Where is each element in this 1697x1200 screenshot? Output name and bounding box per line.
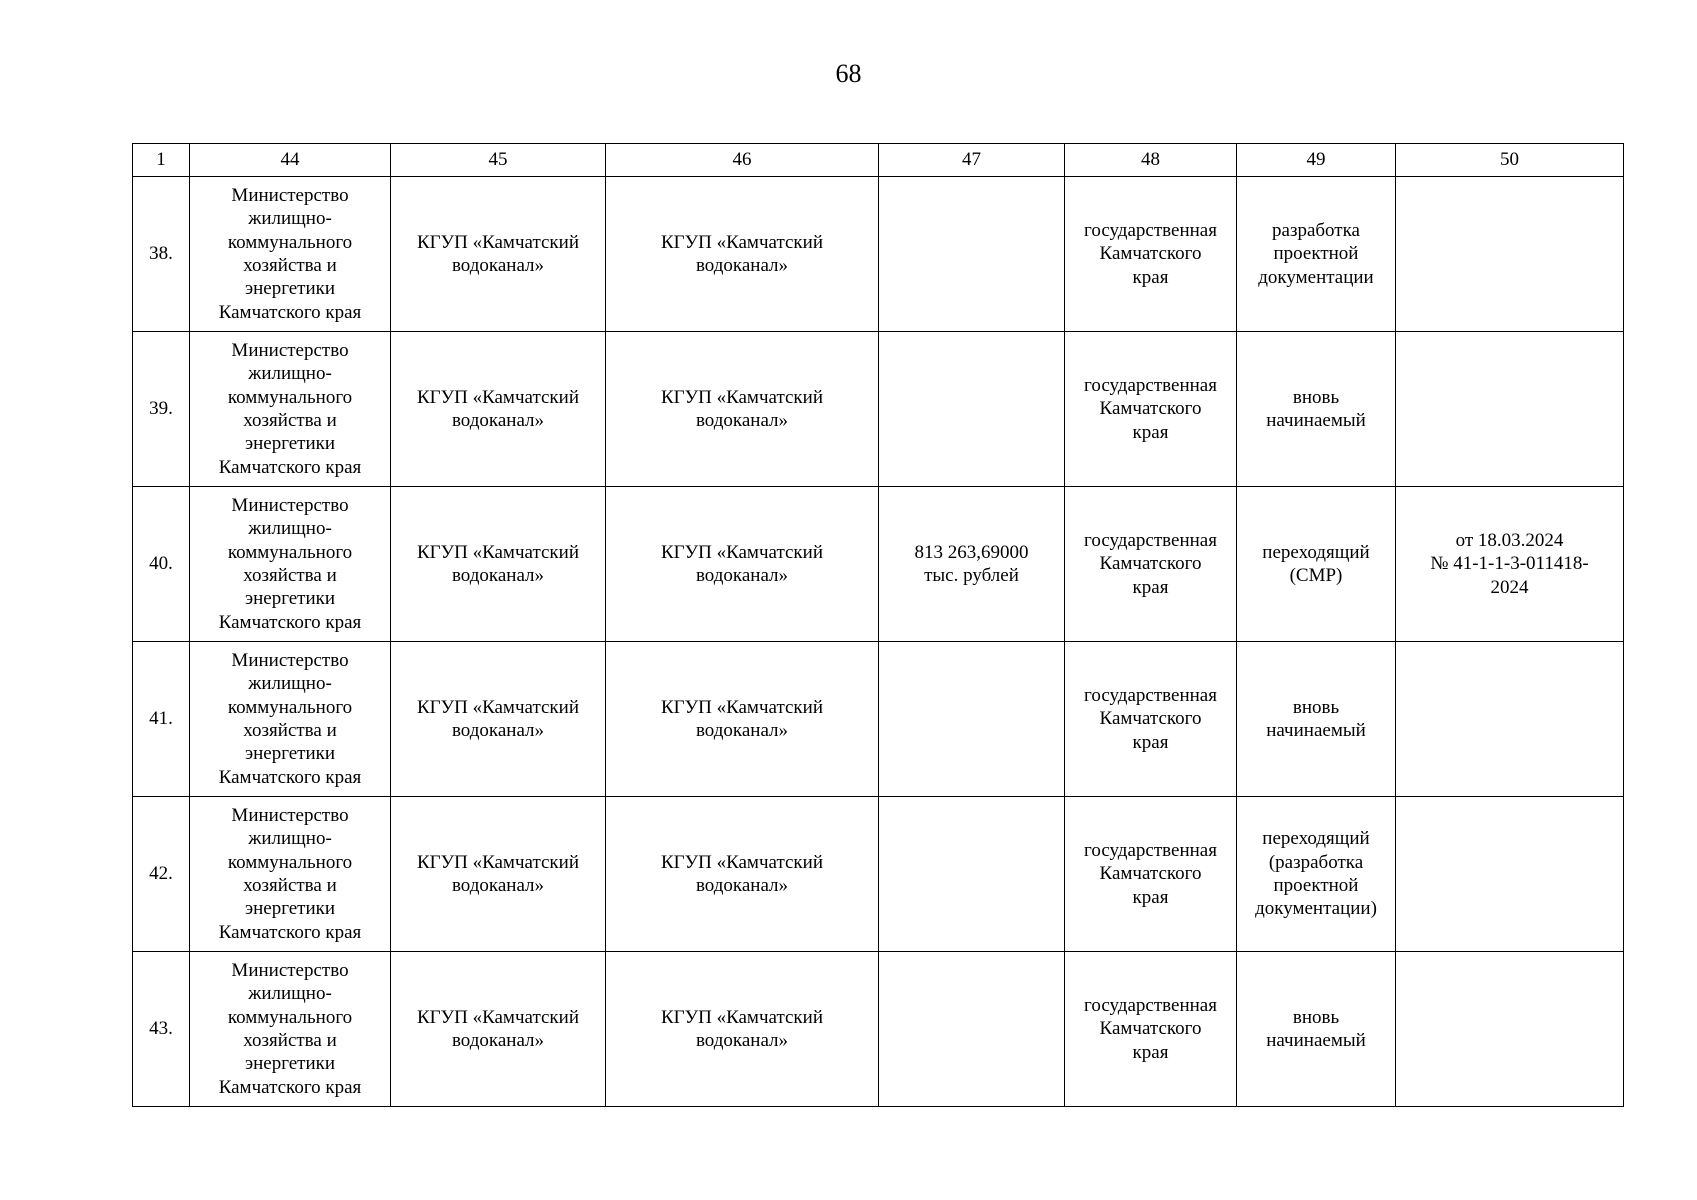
status-cell [1237,642,1396,797]
ministry-text: Министерство жилищно- коммунального хозяйства и энергетики Камчатского края [218,805,362,943]
data-table [132,143,1624,1107]
row-number-cell [133,332,190,487]
ministry-cell [190,177,391,332]
status-text: вновь начинаемый [1266,1006,1366,1051]
ownership-text: государственная Камчатского края [1084,220,1217,288]
ownership-text: государственная Камчатского края [1084,685,1217,753]
status-text: вновь начинаемый [1266,696,1366,741]
table-row [133,332,1624,487]
row-number: 40. [149,553,173,575]
ownership-cell [1065,952,1237,1107]
organization-cell [391,177,606,332]
column-header: 50 [1396,144,1624,177]
customer-text: КГУП «Камчатский водоканал» [661,231,823,276]
conclusion-cell [1396,487,1624,642]
organization-cell [391,952,606,1107]
ministry-text: Министерство жилищно- коммунального хозяйства и энергетики Камчатского края [218,650,362,788]
customer-cell [606,642,879,797]
organization-cell [391,332,606,487]
conclusion-text: от 18.03.2024 № 41-1-1-3-011418- 2024 [1430,530,1589,598]
organization-cell [391,487,606,642]
customer-cell [606,797,879,952]
ownership-cell [1065,487,1237,642]
table-row [133,797,1624,952]
customer-cell [606,487,879,642]
cost-cell [879,952,1065,1107]
ministry-text: Министерство жилищно- коммунального хозяйства и энергетики Камчатского края [218,960,362,1098]
status-text: разработка проектной документации [1258,220,1374,288]
conclusion-cell [1396,952,1624,1107]
column-header: 45 [391,144,606,177]
customer-text: КГУП «Камчатский водоканал» [661,696,823,741]
conclusion-cell [1396,177,1624,332]
conclusion-cell [1396,642,1624,797]
ministry-text: Министерство жилищно- коммунального хозяйства и энергетики Камчатского края [218,495,362,633]
ownership-text: государственная Камчатского края [1084,530,1217,598]
organization-text: КГУП «Камчатский водоканал» [417,231,579,276]
ministry-cell [190,642,391,797]
organization-text: КГУП «Камчатский водоканал» [417,386,579,431]
row-number-cell [133,177,190,332]
status-text: вновь начинаемый [1266,386,1366,431]
row-number: 38. [149,243,173,265]
organization-text: КГУП «Камчатский водоканал» [417,541,579,586]
ministry-text: Министерство жилищно- коммунального хозяйства и энергетики Камчатского края [218,185,362,323]
conclusion-cell [1396,332,1624,487]
cost-cell [879,642,1065,797]
customer-text: КГУП «Камчатский водоканал» [661,386,823,431]
table-row [133,177,1624,332]
status-text: переходящий (СМР) [1262,541,1370,586]
ownership-cell [1065,177,1237,332]
conclusion-cell [1396,797,1624,952]
status-cell [1237,952,1396,1107]
header-row [133,144,1624,177]
column-header: 46 [606,144,879,177]
ministry-cell [190,797,391,952]
customer-text: КГУП «Камчатский водоканал» [661,541,823,586]
row-number: 39. [149,398,173,420]
ownership-text: государственная Камчатского края [1084,840,1217,908]
cost-text: 813 263,69000 тыс. рублей [914,541,1029,586]
row-number: 43. [149,1018,173,1040]
row-number: 41. [149,708,173,730]
organization-text: КГУП «Камчатский водоканал» [417,696,579,741]
customer-cell [606,952,879,1107]
ministry-cell [190,487,391,642]
ownership-text: государственная Камчатского края [1084,995,1217,1063]
status-cell [1237,332,1396,487]
row-number-cell [133,952,190,1107]
ministry-cell [190,332,391,487]
customer-text: КГУП «Камчатский водоканал» [661,851,823,896]
column-header: 1 [133,144,190,177]
ownership-text: государственная Камчатского края [1084,375,1217,443]
table-row [133,487,1624,642]
organization-cell [391,642,606,797]
ministry-text: Министерство жилищно- коммунального хозяйства и энергетики Камчатского края [218,340,362,478]
row-number-cell [133,642,190,797]
table-row [133,642,1624,797]
status-cell [1237,177,1396,332]
customer-cell [606,332,879,487]
status-cell [1237,487,1396,642]
cost-cell [879,487,1065,642]
row-number-cell [133,487,190,642]
ownership-cell [1065,332,1237,487]
customer-cell [606,177,879,332]
column-header: 48 [1065,144,1237,177]
page-number: 68 [835,59,862,88]
column-header: 44 [190,144,391,177]
ministry-cell [190,952,391,1107]
organization-text: КГУП «Камчатский водоканал» [417,851,579,896]
cost-cell [879,177,1065,332]
customer-text: КГУП «Камчатский водоканал» [661,1006,823,1051]
organization-cell [391,797,606,952]
row-number-cell [133,797,190,952]
ownership-cell [1065,642,1237,797]
ownership-cell [1065,797,1237,952]
cost-cell [879,797,1065,952]
column-header: 47 [879,144,1065,177]
cost-cell [879,332,1065,487]
organization-text: КГУП «Камчатский водоканал» [417,1006,579,1051]
column-header: 49 [1237,144,1396,177]
row-number: 42. [149,863,173,885]
table-row [133,952,1624,1107]
status-cell [1237,797,1396,952]
status-text: переходящий (разработка проектной документации) [1255,828,1377,920]
